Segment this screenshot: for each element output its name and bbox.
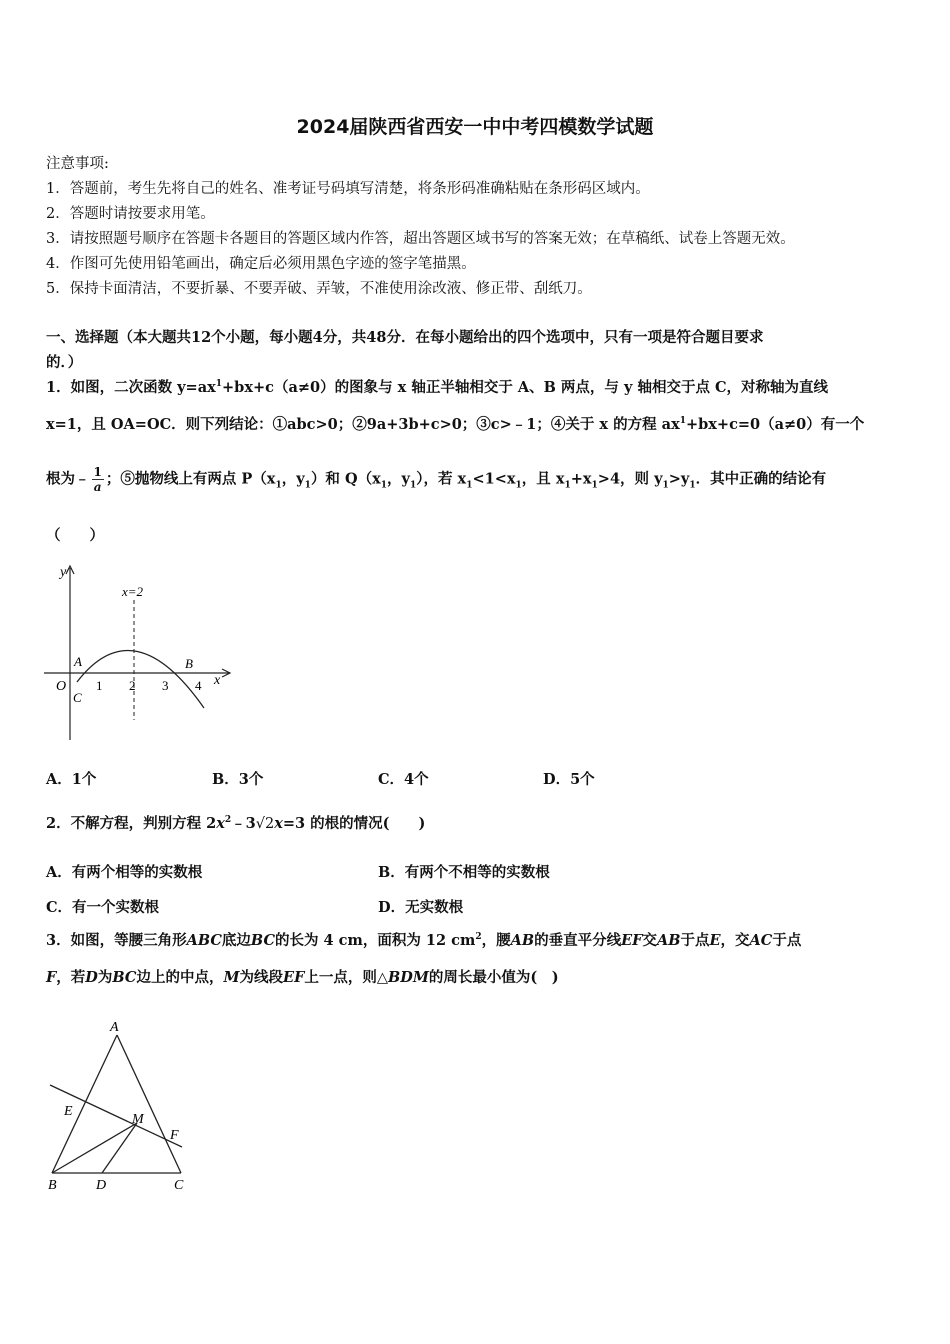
notice-item-5: 5．保持卡面清洁，不要折暴、不要弄破、弄皱，不准使用涂改液、修正带、刮纸刀。 bbox=[46, 281, 592, 297]
notice-heading: 注意事项: bbox=[46, 156, 109, 172]
q2-option-d: D．无实数根 bbox=[378, 899, 464, 916]
vertex-b-label: B bbox=[48, 1178, 57, 1193]
side-ab bbox=[52, 1035, 117, 1173]
point-a-label: A bbox=[74, 654, 82, 669]
q1-option-d: D．5个 bbox=[543, 771, 595, 788]
tick-label-2: 2 bbox=[129, 678, 136, 693]
origin-label: O bbox=[56, 679, 67, 694]
vertex-c-label: C bbox=[174, 1178, 184, 1193]
x-label: x bbox=[214, 673, 221, 688]
section-heading-line-2: 的．） bbox=[46, 354, 83, 371]
section-heading-line-1: 一、选择题（本大题共12个小题，每小题4分，共48分．在每小题给出的四个选项中，只有一项是符合题目要求 bbox=[46, 329, 764, 346]
symmetry-label: x=2 bbox=[122, 584, 144, 599]
notice-item-3: 3．请按照题号顺序在答题卡各题目的答题区域内作答，超出答题区域书写的答案无效；在草稿纸、试卷上答题无效。 bbox=[46, 231, 795, 247]
point-d-label: D bbox=[96, 1178, 107, 1193]
q2-stem: 2．不解方程，判别方程 $2x^2﹣3√2x=3$ 的根的情况( ) bbox=[46, 815, 426, 832]
tick-label-1: 1 bbox=[96, 678, 103, 693]
y-label: y bbox=[60, 565, 67, 580]
point-m-label: M bbox=[132, 1112, 144, 1127]
notice-item-2: 2．答题时请按要求用笔。 bbox=[46, 206, 215, 222]
q3-line-2: F，若D为BC边上的中点，M为线段EF上一点，则△BDM的周长最小值为( ) bbox=[46, 969, 559, 986]
point-e-label: E bbox=[64, 1104, 73, 1119]
vertex-a-label: A bbox=[110, 1020, 119, 1035]
point-c-label: C bbox=[73, 690, 82, 705]
segment-dm bbox=[102, 1123, 137, 1173]
q1-answer-paren: （ ） bbox=[46, 527, 104, 544]
q2-option-b: B．有两个不相等的实数根 bbox=[378, 864, 550, 881]
q1-parabola-graph bbox=[44, 560, 234, 745]
q1-line-3: 根为﹣ $\frac{1}{a}$ ；⑤抛物线上有两点 $P(x_1$，$y_1$）和 $Q(x_1$，$y_1$），若 $x_1<1<x_1$，且 $x_1+x_1>4$，则 $y_1>y_1$．其中正确的结论有 bbox=[46, 465, 827, 494]
fraction: $\frac{1}{a}$ bbox=[93, 465, 102, 494]
point-b-label: B bbox=[185, 656, 193, 671]
q2-option-c: C．有一个实数根 bbox=[46, 899, 160, 916]
notice-item-4: 4．作图可先使用铅笔画出，确定后必须用黑色字迹的签字笔描黑。 bbox=[46, 256, 476, 272]
q1-line-1: 1．如图，二次函数 $y=ax^1+bx+c(a\ne 0)$的图象与 x 轴正半轴相交于 A、B 两点，与 y 轴相交于点 C，对称轴为直线 bbox=[46, 379, 829, 396]
q1-option-b: B．3个 bbox=[212, 771, 264, 788]
tick-label-3: 3 bbox=[162, 678, 169, 693]
q1-line-2: x=1，且 OA=OC．则下列结论：①abc>0；②9a+3b+c>0；③c>﹣1；④关于 x 的方程 $ax^1+bx+c=0(a\ne 0)$有一个 bbox=[46, 416, 865, 433]
page-title: 2024届陕西省西安一中中考四模数学试题 bbox=[296, 116, 654, 138]
segment-bm bbox=[52, 1123, 137, 1173]
q1-option-a: A．1个 bbox=[46, 771, 97, 788]
q3-line-1: 3．如图，等腰三角形ABC底边BC的长为 4 cm，面积为 12 $cm^2$，腰AB的垂直平分线EF交AB于点E，交AC于点 bbox=[46, 932, 802, 949]
q2-option-a: A．有两个相等的实数根 bbox=[46, 864, 203, 881]
q3-triangle-figure bbox=[40, 1015, 200, 1195]
q1-option-c: C．4个 bbox=[378, 771, 429, 788]
tick-label-4: 4 bbox=[195, 678, 202, 693]
point-f-label: F bbox=[170, 1128, 179, 1143]
notice-item-1: 1．答题前，考生先将自己的姓名、准考证号码填写清楚，将条形码准确粘贴在条形码区域内。 bbox=[46, 181, 650, 197]
side-ac bbox=[117, 1035, 181, 1173]
